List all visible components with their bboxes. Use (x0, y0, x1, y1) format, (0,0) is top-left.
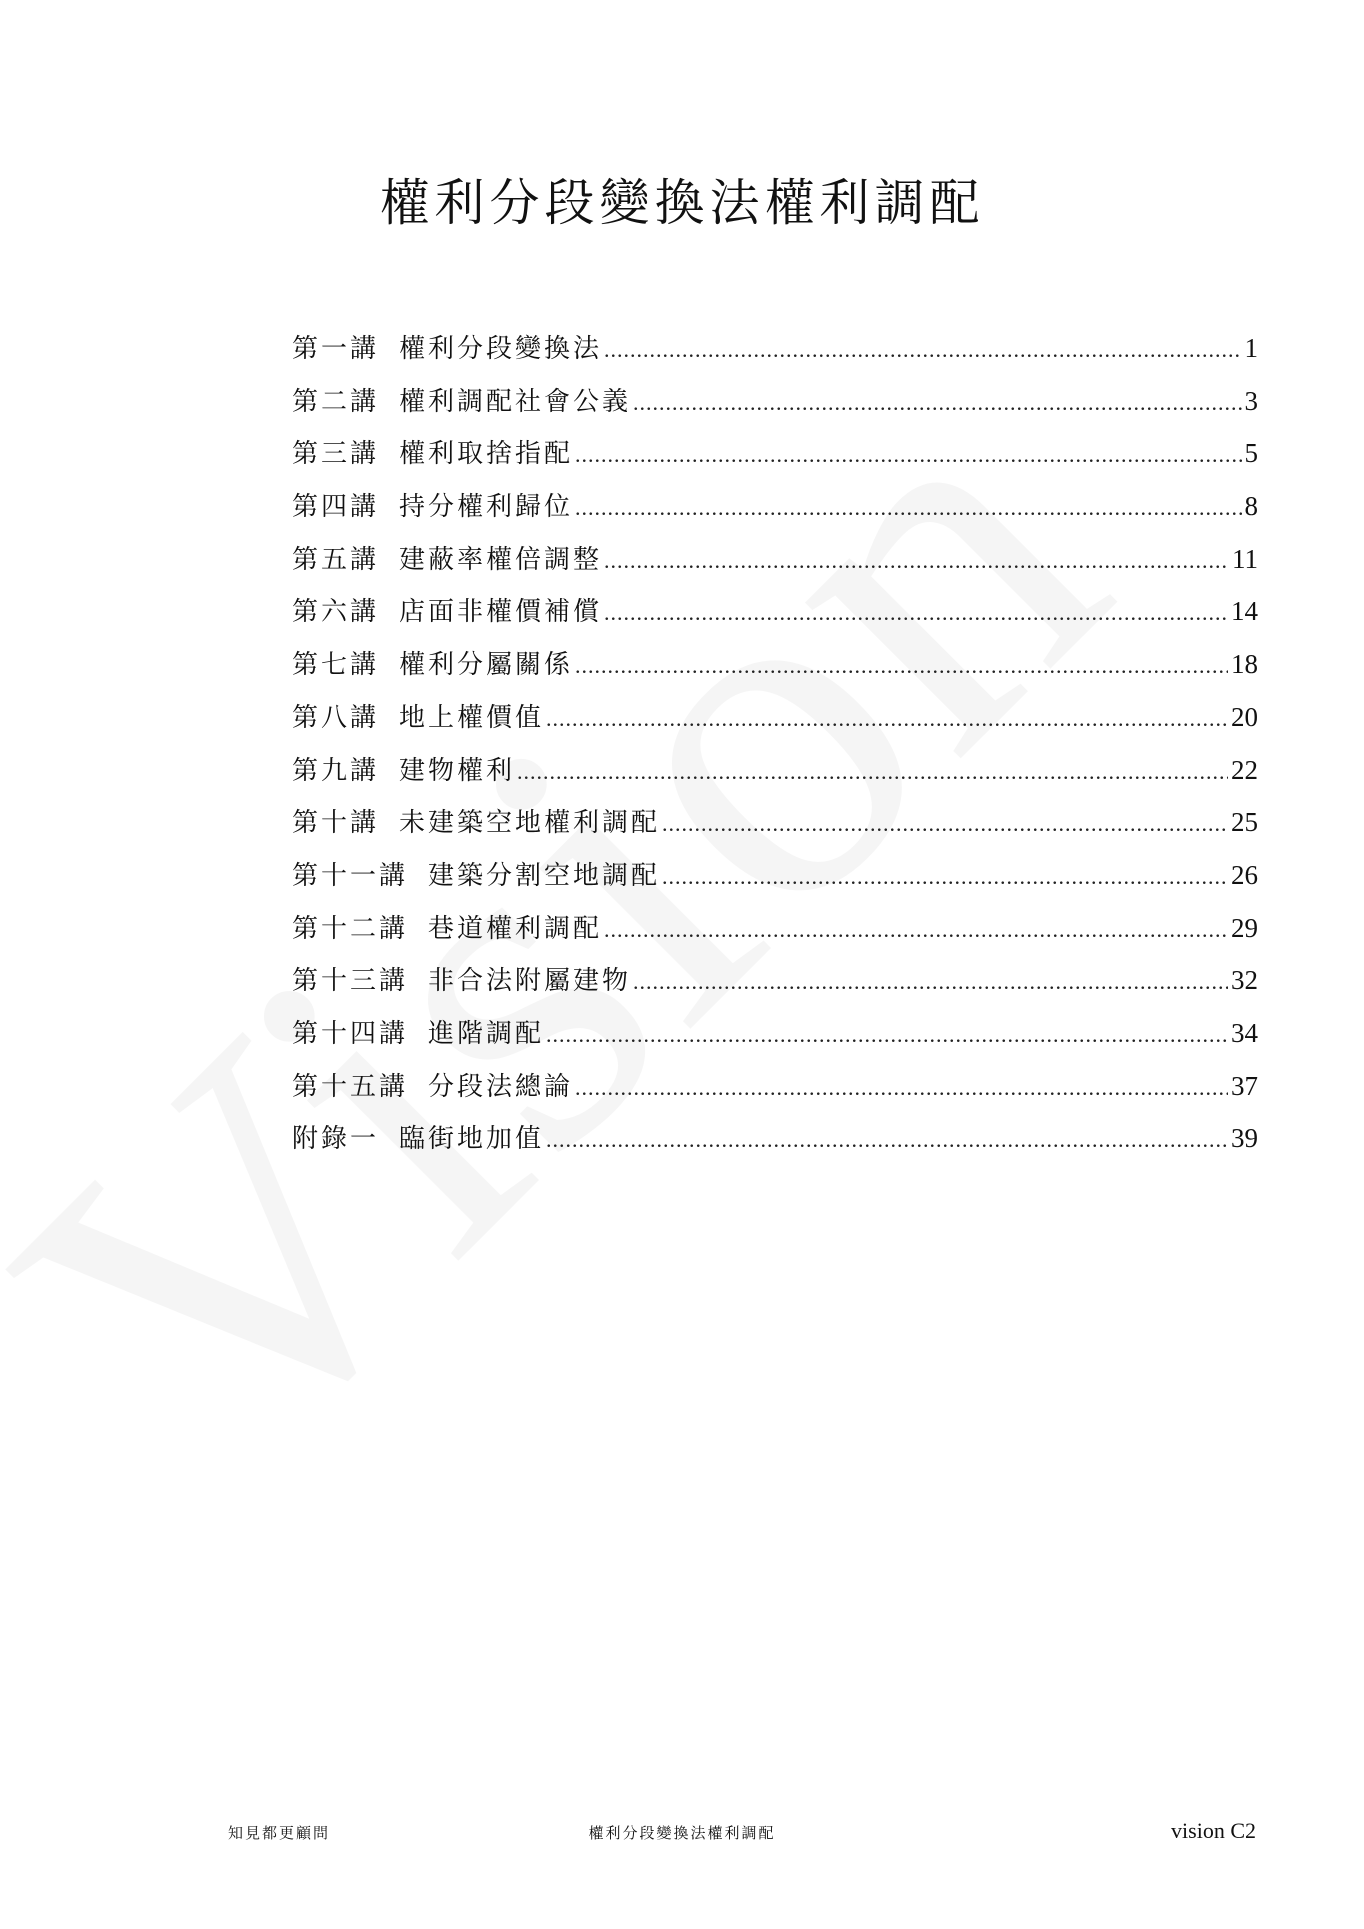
toc-chapter-label: 第十四講 (292, 1018, 409, 1049)
footer-right-text: vision C2 (1171, 1818, 1256, 1843)
toc-dot-leader (662, 851, 1228, 904)
footer-left-text: 知見都更顧問 (228, 1824, 331, 1842)
toc-chapter-label: 第四講 (292, 492, 380, 523)
toc-dot-leader (546, 1114, 1228, 1167)
toc-chapter-label: 第十二講 (292, 913, 409, 944)
toc-page-number: 26 (1231, 859, 1258, 890)
toc-topic-label: 未建築空地權利調配 (399, 808, 661, 839)
toc-page-number: 1 (1244, 333, 1258, 363)
toc-chapter-label: 附錄一 (292, 1124, 380, 1155)
toc-entry[interactable] (292, 744, 1258, 797)
toc-dot-leader (575, 429, 1241, 482)
toc-chapter-label: 第九講 (292, 755, 380, 786)
toc-dot-leader (546, 693, 1228, 746)
toc-dot-leader (546, 1009, 1228, 1062)
toc-dot-leader (604, 535, 1229, 588)
toc-entry[interactable] (292, 427, 1258, 480)
toc-dot-leader (604, 904, 1228, 957)
toc-entry[interactable] (292, 902, 1258, 955)
document-title: 權利分段變換法權利調配 (379, 174, 985, 232)
toc-entry[interactable] (292, 375, 1258, 428)
toc-topic-label: 建物權利 (399, 755, 516, 786)
toc-topic-label: 分段法總論 (428, 1071, 574, 1102)
toc-topic-label: 非合法附屬建物 (428, 966, 632, 997)
toc-page-number: 37 (1231, 1070, 1258, 1101)
toc-topic-label: 權利分段變換法 (399, 334, 603, 364)
toc-entry[interactable] (292, 954, 1258, 1007)
toc-chapter-label: 第八講 (292, 702, 380, 733)
toc-entry[interactable] (292, 585, 1258, 638)
toc-chapter-label: 第二講 (292, 386, 380, 417)
toc-dot-leader (633, 956, 1228, 1009)
toc-page-number: 34 (1231, 1017, 1258, 1048)
toc-topic-label: 巷道權利調配 (428, 913, 603, 944)
toc-page-number: 3 (1244, 385, 1258, 416)
toc-dot-leader (633, 377, 1241, 430)
toc-page-number: 18 (1231, 649, 1258, 680)
toc-chapter-label: 第五講 (292, 544, 380, 575)
toc-page-number: 32 (1231, 965, 1258, 996)
toc-chapter-label: 第六講 (292, 597, 380, 628)
toc-page-number: 22 (1231, 754, 1258, 785)
table-of-contents (292, 322, 1258, 1165)
toc-dot-leader (575, 1062, 1228, 1115)
toc-entry[interactable] (292, 480, 1258, 533)
toc-topic-label: 進階調配 (428, 1018, 545, 1049)
toc-dot-leader (517, 746, 1228, 799)
page-footer (0, 1818, 1364, 1848)
toc-dot-leader (575, 640, 1228, 693)
toc-chapter-label: 第三講 (292, 439, 380, 470)
toc-chapter-label: 第一講 (292, 334, 380, 364)
toc-page-number: 29 (1231, 912, 1258, 943)
toc-entry[interactable] (292, 1060, 1258, 1113)
toc-dot-leader (662, 798, 1228, 851)
footer-center-text: 權利分段變換法權利調配 (588, 1824, 776, 1842)
toc-page-number: 5 (1244, 438, 1258, 469)
toc-page-number: 25 (1231, 807, 1258, 838)
toc-page-number: 11 (1232, 543, 1258, 574)
toc-topic-label: 權利調配社會公義 (399, 386, 632, 417)
toc-chapter-label: 第十一講 (292, 860, 409, 891)
toc-chapter-label: 第十三講 (292, 966, 409, 997)
toc-entry[interactable] (292, 796, 1258, 849)
toc-topic-label: 地上權價值 (399, 702, 545, 733)
toc-page-number: 20 (1231, 701, 1258, 732)
toc-entry[interactable] (292, 533, 1258, 586)
toc-page-number: 39 (1231, 1123, 1258, 1154)
toc-topic-label: 權利分屬關係 (399, 650, 574, 681)
toc-dot-leader (575, 482, 1241, 535)
toc-topic-label: 店面非權價補償 (399, 597, 603, 628)
toc-topic-label: 建築分割空地調配 (428, 860, 661, 891)
toc-topic-label: 臨街地加值 (399, 1124, 545, 1155)
toc-entry[interactable] (292, 638, 1258, 691)
toc-topic-label: 持分權利歸位 (399, 492, 574, 523)
toc-chapter-label: 第十五講 (292, 1071, 409, 1102)
toc-chapter-label: 第十講 (292, 808, 380, 839)
toc-topic-label: 權利取捨指配 (399, 439, 574, 470)
toc-topic-label: 建蔽率權倍調整 (399, 544, 603, 575)
toc-entry[interactable] (292, 849, 1258, 902)
toc-entry[interactable] (292, 691, 1258, 744)
toc-page-number: 14 (1231, 596, 1258, 627)
toc-chapter-label: 第七講 (292, 650, 380, 681)
toc-page-number: 8 (1244, 491, 1258, 522)
toc-dot-leader (604, 324, 1241, 377)
toc-dot-leader (604, 587, 1228, 640)
toc-entry[interactable] (292, 322, 1258, 375)
toc-entry[interactable] (292, 1007, 1258, 1060)
toc-entry[interactable] (292, 1112, 1258, 1165)
